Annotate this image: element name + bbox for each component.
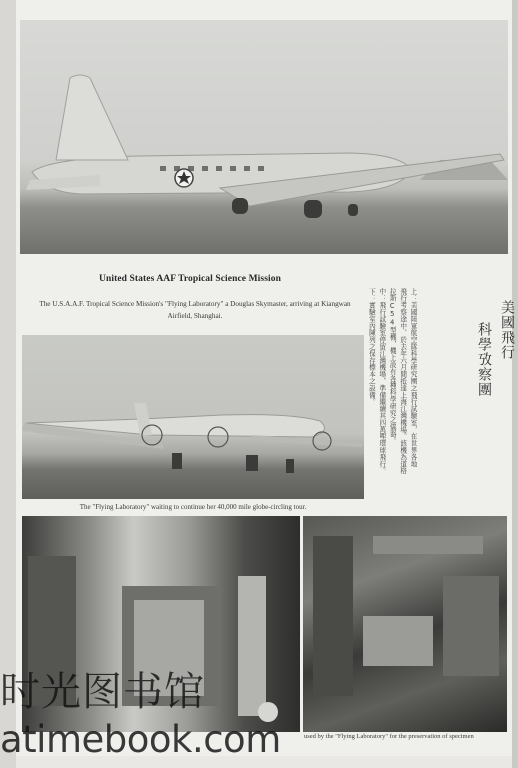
watermark-url: atimebook.com (0, 718, 281, 761)
photo-skymaster-arrival (20, 20, 508, 254)
photo-flying-laboratory-waiting (22, 335, 364, 499)
skymaster-illustration (20, 20, 508, 254)
watermark-chinese: 时光图书馆 (0, 669, 205, 715)
chinese-body-paragraph: 拉斯C54型機，機上設有各種科學研究之儀器。 (388, 288, 397, 444)
photo-laboratory-interior-right (303, 516, 507, 732)
chinese-body-paragraph: 下：實驗室內陳列之保存標本之設備。 (367, 288, 376, 406)
chinese-body-paragraph: 上：美國陸軍航空隊科學研究團之飛行試驗室，在世界各地 (409, 288, 418, 468)
chinese-title-line-2: 科學攷察團 (476, 322, 492, 397)
chinese-body-paragraph: 中：飛行試驗室停留江灣機場，準備繼續其四萬哩環球飛行。 (377, 288, 386, 475)
flying-laboratory-illustration (22, 335, 364, 499)
chinese-body-text (366, 288, 418, 493)
chinese-title-line-1: 美國飛行 (499, 300, 515, 360)
page-spine (0, 0, 16, 768)
page-edge (512, 0, 518, 768)
laboratory-interior-right-illustration (303, 516, 507, 732)
article-title: United States AAF Tropical Science Mission (99, 274, 281, 284)
caption-middle-photo: The "Flying Laboratory" waiting to continue her 40,000 mile globe-circling tour. (79, 503, 307, 511)
chinese-body-paragraph: 飛行考察途中，於去年六月間抵達上海江灣機場。該機為道格 (398, 288, 407, 475)
caption-bottom-photo: used by the "Flying Laboratory" for the preservation of specimen (304, 733, 474, 740)
caption-top-photo: The U.S.A.A.F. Tropical Science Mission's "Flying Laboratory" a Douglas Skymaster, arriving at Kiangwan Airfield, Shanghai. (39, 300, 351, 320)
